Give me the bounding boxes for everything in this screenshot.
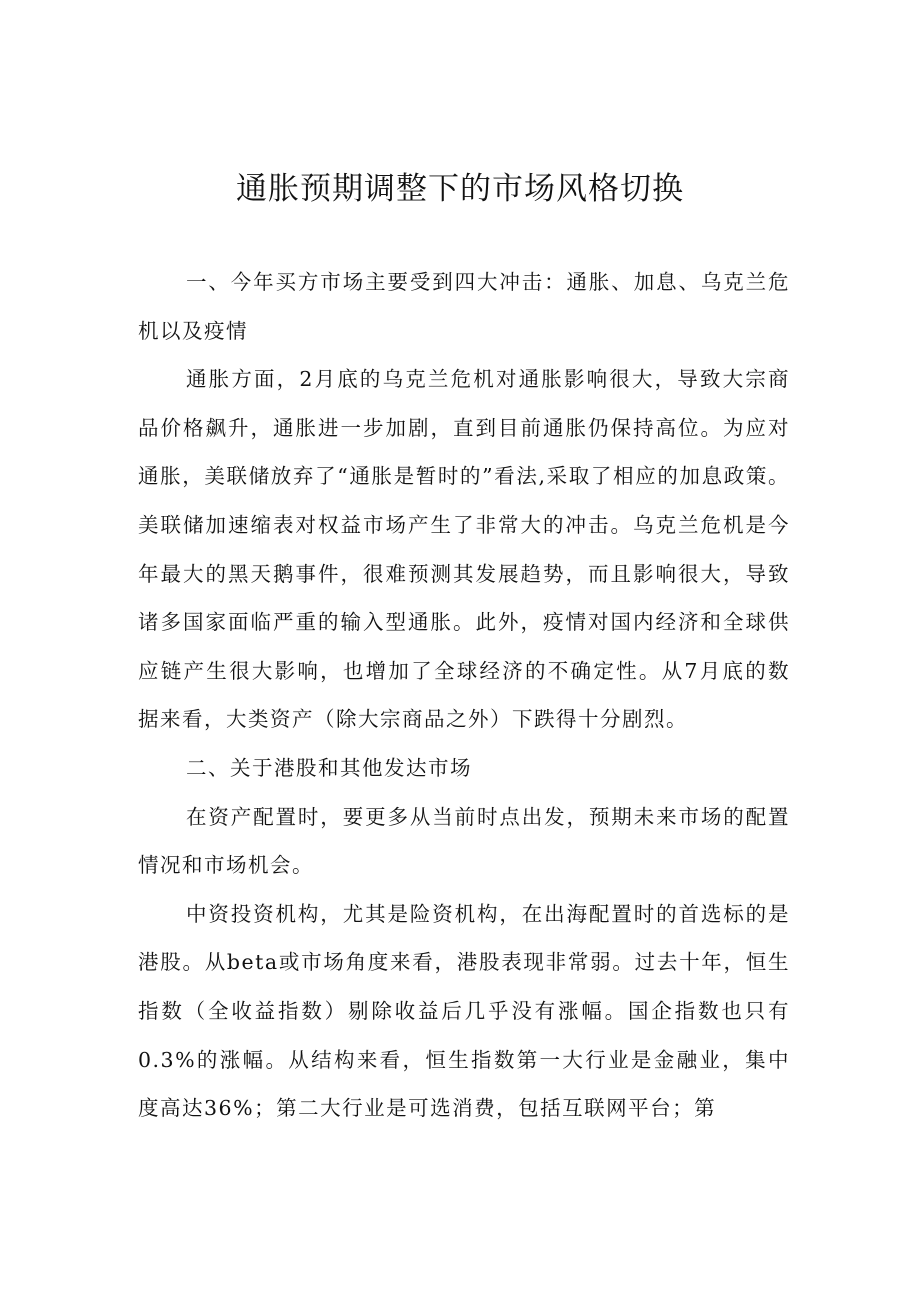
document-title: 通胀预期调整下的市场风格切换 (236, 171, 684, 207)
body-paragraph: 中资投资机构，尤其是险资机构，在出海配置时的首选标的是港股。从beta或市场角度来看，港股表现非常弱。过去十年，恒生指数（全收益指数）剔除收益后几乎没有涨幅。国企指数也只有0.3%的涨幅。从结构来看，恒生指数第一大行业是金融业，集中度高达36%；第二大行业是可选消费，包括互联网平台；第 (138, 901, 790, 1121)
body-paragraph: 通胀方面，2月底的乌克兰危机对通胀影响很大，导致大宗商品价格飙升，通胀进一步加剧，直到目前通胀仍保持高位。为应对通胀，美联储放弃了“通胀是暂时的”看法,采取了相应的加息政策。美联储加速缩表对权益市场产生了非常大的冲击。乌克兰危机是今年最大的黑天鹅事件，很难预测其发展趋势，而且影响很大，导致诸多国家面临严重的输入型通胀。此外，疫情对国内经济和全球供应链产生很大影响，也增加了全球经济的不确定性。从7月底的数据来看，大类资产（除大宗商品之外）下跌得十分剧烈。 (138, 367, 790, 732)
section-heading-1: 一、今年买方市场主要受到四大冲击：通胀、加息、乌克兰危机以及疫情 (138, 270, 790, 343)
body-paragraph: 在资产配置时，要更多从当前时点出发，预期未来市场的配置情况和市场机会。 (138, 804, 790, 878)
document-body (138, 258, 790, 1133)
section-heading-2: 二、关于港股和其他发达市场 (186, 755, 472, 780)
